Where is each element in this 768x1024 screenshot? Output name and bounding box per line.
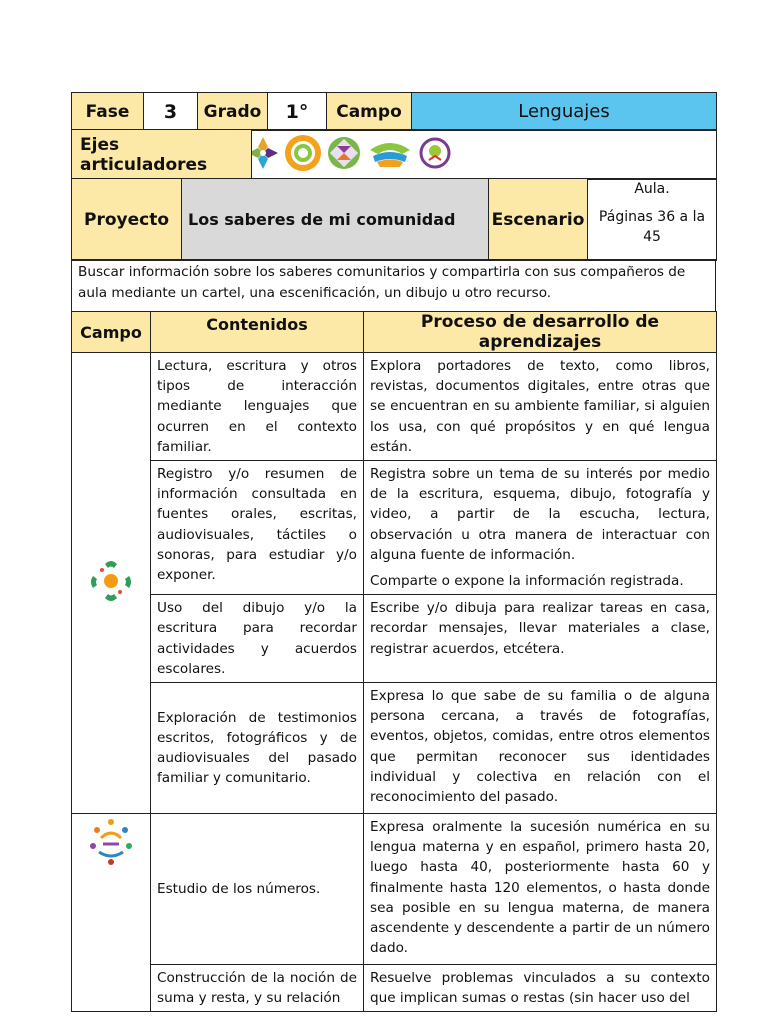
proyecto-value: Los saberes de mi comunidad	[182, 179, 489, 261]
ejes-label: Ejes articuladores	[72, 130, 252, 180]
proceso-2	[364, 461, 717, 595]
vida-saludable-icon	[418, 136, 452, 174]
grado-label: Grado	[198, 93, 268, 131]
proceso-6	[364, 965, 717, 1012]
contenido-6	[151, 965, 364, 1012]
campo-cell-lenguajes	[72, 353, 151, 814]
col-contenidos-header: Contenidos	[151, 312, 364, 353]
campo-label: Campo	[327, 93, 412, 131]
pensamiento-critico-icon	[285, 135, 321, 175]
saberes-pensamiento-cientifico-icon	[85, 816, 137, 872]
fase-value: 3	[144, 93, 198, 131]
lenguajes-campo-icon	[87, 556, 135, 610]
col-proceso-header: Proceso de desarrollo de aprendizajes	[364, 312, 717, 353]
igualdad-genero-icon	[367, 138, 413, 172]
proceso-2-a: Registra sobre un tema de su interés por medio de la escritura, esquema, dibujo, fotografía y video, a partir de la escucha, lectura, observación u otra manera de interactuar con alguna fuente de información.	[370, 466, 710, 563]
contenido-4: Exploración de testimonios escritos, fotográficos y de audiovisuales del pasado familiar y comunitario.	[151, 683, 364, 814]
campo-cell-saberes	[72, 814, 151, 1012]
fase-label: Fase	[72, 93, 144, 131]
ejes-icons	[252, 130, 717, 180]
inclusion-icon	[252, 135, 281, 175]
escenario-line1: Aula.	[634, 181, 670, 197]
col-campo-header: Campo	[72, 312, 151, 353]
proceso-4: Expresa lo que sabe de su familia o de alguna persona cercana, a través de fotografías, eventos, objetos, comidas, entre otros elementos que permitan reconocer sus identidades individual y colectiva en relación con el reconocimiento del pasado.	[364, 683, 717, 814]
contenido-6-text: Construcción de la noción de suma y resta, y su relación	[157, 970, 357, 1007]
escenario-label: Escenario	[489, 179, 588, 261]
proceso-3: Escribe y/o dibuja para realizar tareas en casa, recordar mensajes, llevar materiales a clase, registrar acuerdos, etcétera.	[364, 595, 717, 683]
proyecto-label: Proyecto	[72, 179, 182, 261]
contenido-3: Uso del dibujo y/o la escritura para recordar actividades y acuerdos escolares.	[151, 595, 364, 683]
proceso-1: Explora portadores de texto, como libros, revistas, documentos digitales, entre otras que se encuentran en su ambiente familiar, si alguien los usa, con qué propósitos y en qué lengua están.	[364, 353, 717, 461]
campo-value: Lenguajes	[412, 93, 717, 131]
escenario-line2: Páginas 36 a la 45	[598, 209, 706, 245]
contenido-2: Registro y/o resumen de información consultada en fuentes orales, escritas, audiovisuales, táctiles o sonoras, para estudiar y/o exponer.	[151, 461, 364, 595]
header-table	[71, 92, 717, 131]
content-table	[71, 311, 717, 1012]
grado-value: 1°	[268, 93, 327, 131]
proyecto-table	[71, 178, 717, 261]
interculturalidad-icon	[326, 135, 362, 175]
escenario-value	[588, 179, 717, 261]
proceso-2-b: Comparte o expone la información registrada.	[370, 573, 684, 590]
descripcion-table	[71, 259, 716, 313]
descripcion-text: Buscar información sobre los saberes comunitarios y compartirla con sus compañeros de aula mediante un cartel, una escenificación, un dibujo u otro recurso.	[72, 260, 716, 313]
contenido-1: Lectura, escritura y otros tipos de interacción mediante lenguajes que ocurren en el contexto familiar.	[151, 353, 364, 461]
proceso-6-text: Resuelve problemas vinculados a su contexto que implican sumas o restas (sin hacer uso del	[370, 970, 710, 1007]
ejes-table	[71, 129, 717, 180]
proceso-5: Expresa oralmente la sucesión numérica en su lengua materna y en español, primero hasta 20, luego hasta 40, posteriormente hasta 60 y finalmente hasta 120 elementos, o hasta donde sea posible en su lengua materna, de manera ascendente y descendente a partir de un número dado.	[364, 814, 717, 965]
contenido-5: Estudio de los números.	[151, 814, 364, 965]
